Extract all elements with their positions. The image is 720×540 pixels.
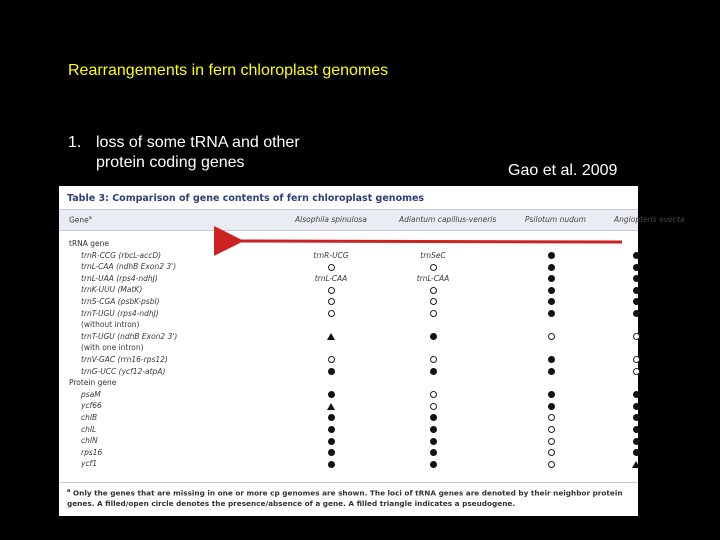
gene-name: psaM: [81, 389, 101, 399]
slide-title: Rearrangements in fern chloroplast genomes: [68, 62, 389, 79]
header-gene: Gene$^a$: [69, 215, 92, 225]
bullet-number: 1.: [68, 134, 82, 151]
gene-name: (without intron): [81, 320, 140, 330]
header-angiopteris: Angiopteris evecta: [614, 215, 685, 224]
gene-name: trnS-CGA (psbK-psbI): [81, 296, 160, 306]
bullet-line-2: protein coding genes: [96, 154, 245, 171]
table-cell-text: trnR-UCG: [313, 250, 349, 260]
table-cell-text: trnL-CAA: [314, 273, 348, 283]
table-cell-text: trnL-CAA: [416, 273, 450, 283]
gene-name: ycf1: [81, 459, 97, 469]
table-cell-text: trnSeC: [420, 250, 446, 260]
footnote-superscript: a: [67, 488, 71, 494]
gene-name: trnR-CCG (rbcL-accD): [81, 250, 162, 260]
red-arrow: [238, 241, 622, 242]
gene-name: trnV-GAC (rrn16-rps12): [81, 354, 168, 364]
header-adiantum: Adiantum capillus-veneris: [399, 215, 497, 224]
gene-name: trnK-UUU (MatK): [81, 285, 143, 295]
header-superscript: a: [88, 215, 92, 221]
header-psilotum: Psilotum nudum: [525, 215, 586, 224]
gene-name: tRNA gene: [69, 239, 110, 248]
gene-name: rps16: [81, 447, 103, 457]
gene-name: chlN: [81, 436, 98, 446]
header-alsophila: Alsophila spinulosa: [295, 215, 367, 224]
bullet-line-1: loss of some tRNA and other: [96, 134, 300, 151]
citation: Gao et al. 2009: [508, 162, 618, 179]
gene-name: chlB: [81, 412, 98, 422]
gene-name: trnL-UAA (rps4-ndhJ): [81, 273, 158, 283]
gene-name: (with one intron): [81, 343, 144, 353]
gene-name: trnG-UCC (ycf12-atpA): [81, 366, 166, 376]
gene-name: trnT-UGU (ndhB Exon2 3'): [81, 331, 178, 341]
table-caption-label: Table 3:: [67, 193, 109, 204]
gene-name: ycf66: [81, 401, 102, 411]
gene-name: Protein gene: [69, 378, 117, 388]
gene-name: chlL: [81, 424, 97, 434]
table-footnote: $^a$ Only the genes that are missing in one or more cp genomes are shown. The loci of tRNA genes are denoted by their neighbor protein genes. A filled/open circle denotes the presence/absence of a gene. A filled triangle indicates a pseudogene.: [67, 488, 623, 508]
gene-name: trnL-CAA (ndhB Exon2 3'): [81, 262, 177, 272]
gene-name: trnT-UGU (rps4-ndhJ): [81, 308, 159, 318]
table-caption-text: Comparison of gene contents of fern chloroplast genomes: [112, 193, 425, 204]
